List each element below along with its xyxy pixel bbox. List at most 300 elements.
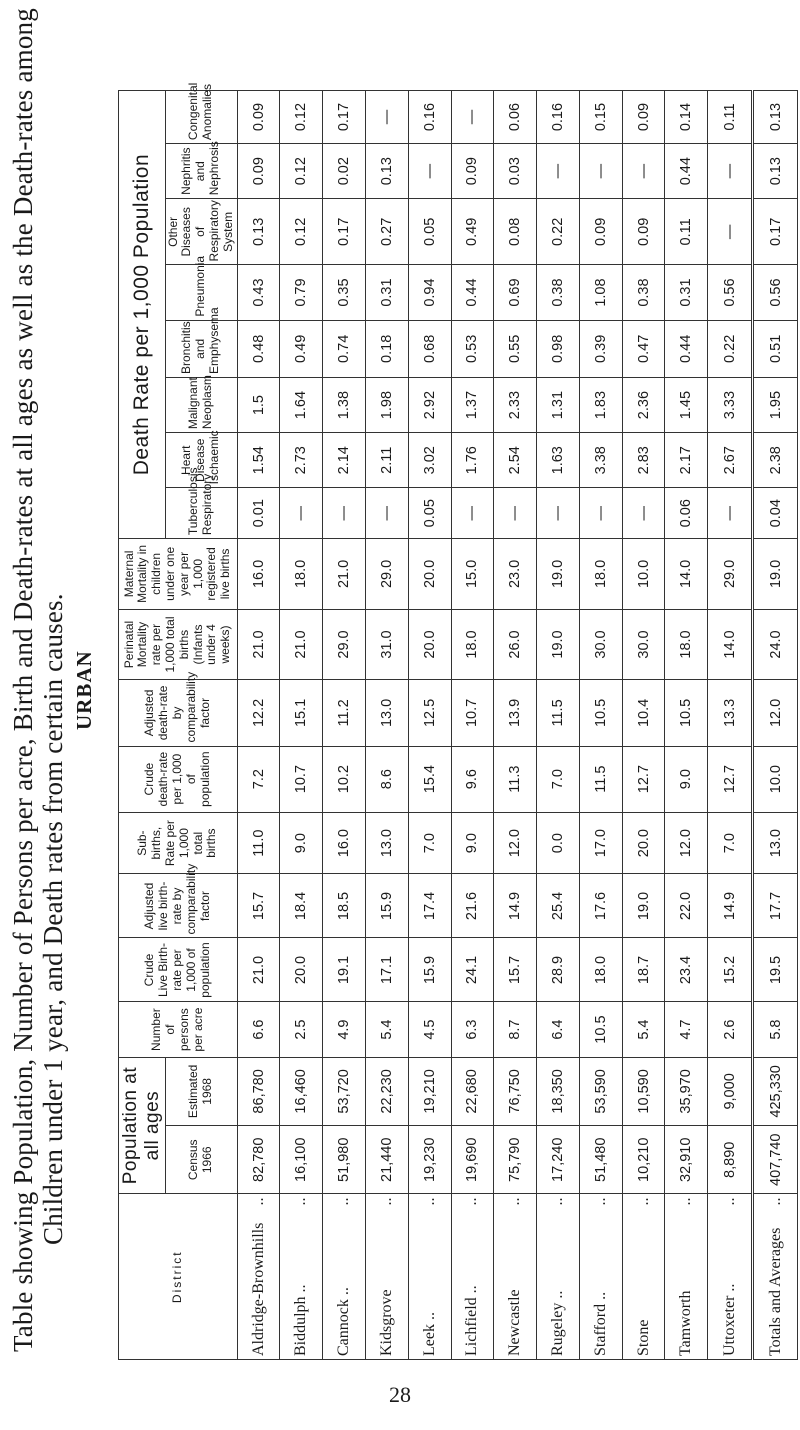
cell-cdr: 7.0 <box>537 746 580 812</box>
cell-cdr: 11.3 <box>494 746 537 812</box>
cell-census: 82,780 <box>237 1126 280 1194</box>
cell-census: 17,240 <box>537 1126 580 1194</box>
cell-estimated: 16,460 <box>280 1057 323 1125</box>
district-label: Tamworth <box>677 1290 695 1356</box>
leader-dots: .. <box>720 1197 738 1206</box>
cell-hd: 2.54 <box>494 433 537 488</box>
cell-pmr: 29.0 <box>323 609 366 680</box>
cell-mn: 1.64 <box>280 378 323 433</box>
cell-hd: 2.67 <box>708 433 753 488</box>
cell-albr: 14.9 <box>494 874 537 938</box>
cell-hd: 2.83 <box>622 433 665 488</box>
cell-be: 0.74 <box>323 320 366 377</box>
cell-ord: 0.08 <box>494 199 537 265</box>
cell-ca: — <box>451 91 494 144</box>
cell-ca: 0.12 <box>280 91 323 144</box>
cell-ppa: 5.4 <box>366 1002 409 1057</box>
leader-dots: .. <box>677 1197 695 1206</box>
cell-albr: 21.6 <box>451 874 494 938</box>
cell-be: 0.51 <box>753 320 798 377</box>
cell-sub: 7.0 <box>708 812 753 874</box>
cell-adr: 13.3 <box>708 680 753 746</box>
header-death-rate-group: Death Rate per 1,000 Population <box>119 91 166 539</box>
cell-tb: 0.06 <box>665 488 708 539</box>
cell-be: 0.44 <box>665 320 708 377</box>
cell-hd: 2.38 <box>753 433 798 488</box>
cell-mn: 1.98 <box>366 378 409 433</box>
cell-sub: 0.0 <box>537 812 580 874</box>
district-label: Stone <box>634 1319 652 1356</box>
header-tuberculosis: Tuberculosis Respiratory <box>165 488 237 539</box>
cell-sub: 13.0 <box>366 812 409 874</box>
cell-ppa: 8.7 <box>494 1002 537 1057</box>
cell-ppa: 2.6 <box>708 1002 753 1057</box>
cell-tb: — <box>323 488 366 539</box>
cell-hd: 2.17 <box>665 433 708 488</box>
cell-sub: 9.0 <box>280 812 323 874</box>
district-name <box>366 1194 409 1360</box>
cell-albr: 18.4 <box>280 874 323 938</box>
cell-clbr: 15.7 <box>494 938 537 1002</box>
cell-census: 16,100 <box>280 1126 323 1194</box>
cell-ord: — <box>708 199 753 265</box>
cell-pn: 0.43 <box>237 265 280 320</box>
district-name <box>622 1194 665 1360</box>
table-row <box>408 91 451 1360</box>
cell-estimated: 53,590 <box>579 1057 622 1125</box>
cell-ca: — <box>366 91 409 144</box>
leader-dots: .. <box>766 1197 784 1206</box>
cell-census: 21,440 <box>366 1126 409 1194</box>
cell-cdr: 15.4 <box>408 746 451 812</box>
header-census: Census 1966 <box>165 1126 237 1194</box>
cell-adr: 15.1 <box>280 680 323 746</box>
cell-mm: 18.0 <box>579 539 622 610</box>
cell-adr: 12.0 <box>753 680 798 746</box>
district-label: Biddulph .. <box>292 1284 310 1356</box>
table-row <box>708 91 753 1360</box>
cell-tb: — <box>579 488 622 539</box>
district-name <box>537 1194 580 1360</box>
cell-albr: 25.4 <box>537 874 580 938</box>
cell-clbr: 17.1 <box>366 938 409 1002</box>
district-name <box>665 1194 708 1360</box>
cell-cdr: 10.7 <box>280 746 323 812</box>
cell-tb: — <box>708 488 753 539</box>
district-name <box>280 1194 323 1360</box>
cell-ca: 0.14 <box>665 91 708 144</box>
leader-dots: .. <box>377 1197 395 1206</box>
cell-albr: 17.7 <box>753 874 798 938</box>
cell-pn: 0.56 <box>708 265 753 320</box>
cell-pn: 0.35 <box>323 265 366 320</box>
cell-tb: — <box>494 488 537 539</box>
cell-ppa: 6.6 <box>237 1002 280 1057</box>
cell-ppa: 6.3 <box>451 1002 494 1057</box>
header-crude-death-rate: Crude death-rate per 1,000 of population <box>119 746 238 812</box>
leader-dots: .. <box>506 1197 524 1206</box>
cell-be: 0.55 <box>494 320 537 377</box>
header-pneumonia: Pneumonia <box>165 265 237 320</box>
cell-tb: — <box>537 488 580 539</box>
cell-mn: 3.33 <box>708 378 753 433</box>
cell-estimated: 35,970 <box>665 1057 708 1125</box>
cell-be: 0.53 <box>451 320 494 377</box>
cell-mm: 18.0 <box>280 539 323 610</box>
cell-hd: 3.38 <box>579 433 622 488</box>
cell-nn: — <box>622 144 665 199</box>
table-row <box>665 91 708 1360</box>
district-label: Newcastle <box>506 1289 524 1356</box>
cell-ord: 0.05 <box>408 199 451 265</box>
cell-tb: — <box>280 488 323 539</box>
district-name <box>451 1194 494 1360</box>
title-line-1: Table showing Population, Number of Persons per acre, Birth and Death-rates at all ages as well as the Death-rates among <box>8 8 38 1352</box>
cell-tb: 0.01 <box>237 488 280 539</box>
cell-clbr: 19.5 <box>753 938 798 1002</box>
cell-estimated: 53,720 <box>323 1057 366 1125</box>
cell-census: 19,230 <box>408 1126 451 1194</box>
district-label: Cannock .. <box>335 1287 353 1356</box>
cell-clbr: 24.1 <box>451 938 494 1002</box>
cell-be: 0.39 <box>579 320 622 377</box>
cell-clbr: 18.7 <box>622 938 665 1002</box>
district-name <box>323 1194 366 1360</box>
cell-mn: 1.95 <box>753 378 798 433</box>
cell-clbr: 18.0 <box>579 938 622 1002</box>
cell-pmr: 19.0 <box>537 609 580 680</box>
cell-be: 0.48 <box>237 320 280 377</box>
cell-pmr: 21.0 <box>237 609 280 680</box>
cell-estimated: 18,350 <box>537 1057 580 1125</box>
cell-pmr: 18.0 <box>665 609 708 680</box>
district-name <box>753 1194 798 1360</box>
cell-estimated: 22,680 <box>451 1057 494 1125</box>
cell-pmr: 24.0 <box>753 609 798 680</box>
cell-clbr: 15.2 <box>708 938 753 1002</box>
cell-pmr: 30.0 <box>622 609 665 680</box>
header-adjusted-death-rate: Adjusted death-rate by comparability factor <box>119 680 238 746</box>
cell-nn: 0.13 <box>753 144 798 199</box>
table-row <box>366 91 409 1360</box>
cell-mm: 10.0 <box>622 539 665 610</box>
cell-clbr: 23.4 <box>665 938 708 1002</box>
cell-hd: 3.02 <box>408 433 451 488</box>
cell-tb: — <box>366 488 409 539</box>
cell-cdr: 12.7 <box>622 746 665 812</box>
cell-albr: 19.0 <box>622 874 665 938</box>
leader-dots: .. <box>292 1197 310 1206</box>
cell-pmr: 21.0 <box>280 609 323 680</box>
cell-clbr: 21.0 <box>237 938 280 1002</box>
cell-cdr: 11.5 <box>579 746 622 812</box>
cell-adr: 12.5 <box>408 680 451 746</box>
cell-mm: 19.0 <box>753 539 798 610</box>
title-line-3: URBAN <box>72 650 96 730</box>
leader-dots: .. <box>591 1197 609 1206</box>
table-body <box>237 91 797 1360</box>
cell-pn: 0.31 <box>366 265 409 320</box>
cell-mn: 1.37 <box>451 378 494 433</box>
totals-row <box>753 91 798 1360</box>
header-maternal-mortality: Maternal Mortality in children under one year per 1,000 registered live births <box>119 539 238 610</box>
header-malignant-neoplasm: Malignant Neoplasm <box>165 378 237 433</box>
header-bronchitis-emphysema: Bronchitis and Emphysema <box>165 320 237 377</box>
district-name <box>708 1194 753 1360</box>
cell-be: 0.22 <box>708 320 753 377</box>
cell-mn: 1.45 <box>665 378 708 433</box>
cell-pn: 0.69 <box>494 265 537 320</box>
cell-nn: 0.03 <box>494 144 537 199</box>
cell-hd: 1.76 <box>451 433 494 488</box>
statistics-table-container <box>118 82 798 1360</box>
district-label: Lichfield .. <box>463 1285 481 1356</box>
cell-clbr: 15.9 <box>408 938 451 1002</box>
cell-ca: 0.16 <box>537 91 580 144</box>
cell-be: 0.49 <box>280 320 323 377</box>
cell-pn: 0.94 <box>408 265 451 320</box>
cell-sub: 16.0 <box>323 812 366 874</box>
cell-cdr: 7.2 <box>237 746 280 812</box>
cell-mm: 16.0 <box>237 539 280 610</box>
table-row <box>451 91 494 1360</box>
cell-adr: 10.5 <box>665 680 708 746</box>
district-label: Leek .. <box>420 1312 438 1356</box>
cell-census: 407,740 <box>753 1126 798 1194</box>
cell-nn: 0.44 <box>665 144 708 199</box>
header-population: Population at all ages <box>119 1057 166 1194</box>
cell-census: 8,890 <box>708 1126 753 1194</box>
district-name <box>237 1194 280 1360</box>
cell-adr: 13.9 <box>494 680 537 746</box>
leader-dots: .. <box>634 1197 652 1206</box>
cell-pmr: 31.0 <box>366 609 409 680</box>
cell-adr: 11.2 <box>323 680 366 746</box>
leader-dots: .. <box>463 1197 481 1206</box>
cell-adr: 13.0 <box>366 680 409 746</box>
cell-tb: 0.05 <box>408 488 451 539</box>
header-persons-per-acre: Number of persons per acre <box>119 1002 238 1057</box>
cell-hd: 1.54 <box>237 433 280 488</box>
district-label: Uttoxeter .. <box>720 1283 738 1356</box>
cell-albr: 15.9 <box>366 874 409 938</box>
cell-tb: — <box>622 488 665 539</box>
cell-ord: 0.49 <box>451 199 494 265</box>
header-congenital-anomalies: Congenital Anomalies <box>165 91 237 144</box>
table-row <box>494 91 537 1360</box>
cell-pmr: 26.0 <box>494 609 537 680</box>
cell-ca: 0.09 <box>622 91 665 144</box>
header-estimated: Estimated 1968 <box>165 1057 237 1125</box>
cell-mm: 15.0 <box>451 539 494 610</box>
cell-ppa: 6.4 <box>537 1002 580 1057</box>
cell-mm: 14.0 <box>665 539 708 610</box>
header-heart-disease: Heart Disease Ischaemic <box>165 433 237 488</box>
cell-ord: 0.17 <box>753 199 798 265</box>
cell-be: 0.18 <box>366 320 409 377</box>
cell-nn: 0.09 <box>237 144 280 199</box>
cell-nn: 0.13 <box>366 144 409 199</box>
table-row <box>579 91 622 1360</box>
header-sub-births: Sub-births, Rate per 1,000 total births <box>119 812 238 874</box>
table-row <box>622 91 665 1360</box>
cell-ord: 0.09 <box>579 199 622 265</box>
cell-ca: 0.09 <box>237 91 280 144</box>
cell-pmr: 18.0 <box>451 609 494 680</box>
cell-sub: 9.0 <box>451 812 494 874</box>
cell-cdr: 10.0 <box>753 746 798 812</box>
header-nephritis: Nephritis and Nephrosis <box>165 144 237 199</box>
cell-ord: 0.12 <box>280 199 323 265</box>
cell-estimated: 19,210 <box>408 1057 451 1125</box>
cell-ord: 0.11 <box>665 199 708 265</box>
cell-ca: 0.15 <box>579 91 622 144</box>
cell-ppa: 5.8 <box>753 1002 798 1057</box>
district-label: Totals and Averages <box>766 1227 784 1356</box>
cell-albr: 15.7 <box>237 874 280 938</box>
cell-estimated: 10,590 <box>622 1057 665 1125</box>
cell-ppa: 4.7 <box>665 1002 708 1057</box>
cell-tb: — <box>451 488 494 539</box>
table-row <box>537 91 580 1360</box>
cell-pmr: 14.0 <box>708 609 753 680</box>
cell-nn: 0.09 <box>451 144 494 199</box>
cell-sub: 20.0 <box>622 812 665 874</box>
cell-adr: 10.7 <box>451 680 494 746</box>
district-label: Rugeley .. <box>549 1290 567 1356</box>
cell-ca: 0.11 <box>708 91 753 144</box>
cell-census: 51,980 <box>323 1126 366 1194</box>
cell-estimated: 9,000 <box>708 1057 753 1125</box>
cell-cdr: 12.7 <box>708 746 753 812</box>
cell-tb: 0.04 <box>753 488 798 539</box>
cell-cdr: 9.6 <box>451 746 494 812</box>
cell-mn: 1.38 <box>323 378 366 433</box>
cell-sub: 17.0 <box>579 812 622 874</box>
cell-adr: 10.5 <box>579 680 622 746</box>
cell-sub: 12.0 <box>494 812 537 874</box>
cell-ca: 0.17 <box>323 91 366 144</box>
cell-clbr: 19.1 <box>323 938 366 1002</box>
cell-ppa: 2.5 <box>280 1002 323 1057</box>
cell-cdr: 9.0 <box>665 746 708 812</box>
cell-adr: 12.2 <box>237 680 280 746</box>
cell-ca: 0.06 <box>494 91 537 144</box>
district-name <box>579 1194 622 1360</box>
header-perinatal-mortality: Perinatal Mortality rate per 1,000 total births (Infants under 4 weeks) <box>119 609 238 680</box>
leader-dots: .. <box>549 1197 567 1206</box>
cell-mn: 2.36 <box>622 378 665 433</box>
cell-ord: 0.09 <box>622 199 665 265</box>
page-title <box>0 0 110 1360</box>
cell-sub: 11.0 <box>237 812 280 874</box>
cell-pn: 0.56 <box>753 265 798 320</box>
header-adjusted-live-birth-rate: Adjusted live birth-rate by comparability factor <box>119 874 238 938</box>
cell-albr: 14.9 <box>708 874 753 938</box>
cell-mn: 1.83 <box>579 378 622 433</box>
cell-mm: 19.0 <box>537 539 580 610</box>
cell-mn: 1.31 <box>537 378 580 433</box>
cell-mm: 29.0 <box>708 539 753 610</box>
statistics-table <box>118 82 798 1360</box>
cell-adr: 10.4 <box>622 680 665 746</box>
cell-mn: 2.33 <box>494 378 537 433</box>
cell-estimated: 425,330 <box>753 1057 798 1125</box>
cell-mn: 2.92 <box>408 378 451 433</box>
cell-clbr: 28.9 <box>537 938 580 1002</box>
cell-estimated: 22,230 <box>366 1057 409 1125</box>
header-other-respiratory: Other Diseases of Respiratory System <box>165 199 237 265</box>
cell-nn: — <box>579 144 622 199</box>
cell-census: 32,910 <box>665 1126 708 1194</box>
table-row <box>323 91 366 1360</box>
cell-pmr: 20.0 <box>408 609 451 680</box>
cell-be: 0.68 <box>408 320 451 377</box>
cell-hd: 2.11 <box>366 433 409 488</box>
cell-ppa: 4.9 <box>323 1002 366 1057</box>
cell-ca: 0.13 <box>753 91 798 144</box>
header-district: District <box>119 1194 238 1360</box>
cell-be: 0.98 <box>537 320 580 377</box>
cell-hd: 1.63 <box>537 433 580 488</box>
district-name <box>494 1194 537 1360</box>
table-row <box>237 91 280 1360</box>
cell-pmr: 30.0 <box>579 609 622 680</box>
cell-census: 10,210 <box>622 1126 665 1194</box>
cell-albr: 22.0 <box>665 874 708 938</box>
cell-albr: 17.6 <box>579 874 622 938</box>
cell-mn: 1.5 <box>237 378 280 433</box>
leader-dots: .. <box>335 1197 353 1206</box>
leader-dots: .. <box>249 1197 267 1206</box>
cell-ca: 0.16 <box>408 91 451 144</box>
cell-census: 51,480 <box>579 1126 622 1194</box>
cell-albr: 17.4 <box>408 874 451 938</box>
leader-dots: .. <box>420 1197 438 1206</box>
table-row <box>280 91 323 1360</box>
title-line-2: Children under 1 year, and Death rates from certain causes. <box>38 593 68 1245</box>
cell-estimated: 76,750 <box>494 1057 537 1125</box>
cell-census: 75,790 <box>494 1126 537 1194</box>
cell-cdr: 10.2 <box>323 746 366 812</box>
cell-ord: 0.13 <box>237 199 280 265</box>
cell-pn: 0.38 <box>537 265 580 320</box>
district-label: Aldridge-Brownhills <box>249 1222 267 1356</box>
cell-pn: 0.79 <box>280 265 323 320</box>
cell-sub: 12.0 <box>665 812 708 874</box>
cell-census: 19,690 <box>451 1126 494 1194</box>
cell-sub: 13.0 <box>753 812 798 874</box>
cell-pn: 0.44 <box>451 265 494 320</box>
cell-clbr: 20.0 <box>280 938 323 1002</box>
cell-ppa: 5.4 <box>622 1002 665 1057</box>
cell-albr: 18.5 <box>323 874 366 938</box>
cell-cdr: 8.6 <box>366 746 409 812</box>
cell-nn: — <box>537 144 580 199</box>
cell-pn: 0.31 <box>665 265 708 320</box>
cell-mm: 23.0 <box>494 539 537 610</box>
cell-ord: 0.22 <box>537 199 580 265</box>
cell-ord: 0.17 <box>323 199 366 265</box>
cell-nn: — <box>708 144 753 199</box>
cell-nn: 0.02 <box>323 144 366 199</box>
cell-mm: 29.0 <box>366 539 409 610</box>
cell-ppa: 4.5 <box>408 1002 451 1057</box>
cell-be: 0.47 <box>622 320 665 377</box>
district-label: Stafford .. <box>591 1291 609 1356</box>
cell-adr: 11.5 <box>537 680 580 746</box>
cell-ord: 0.27 <box>366 199 409 265</box>
